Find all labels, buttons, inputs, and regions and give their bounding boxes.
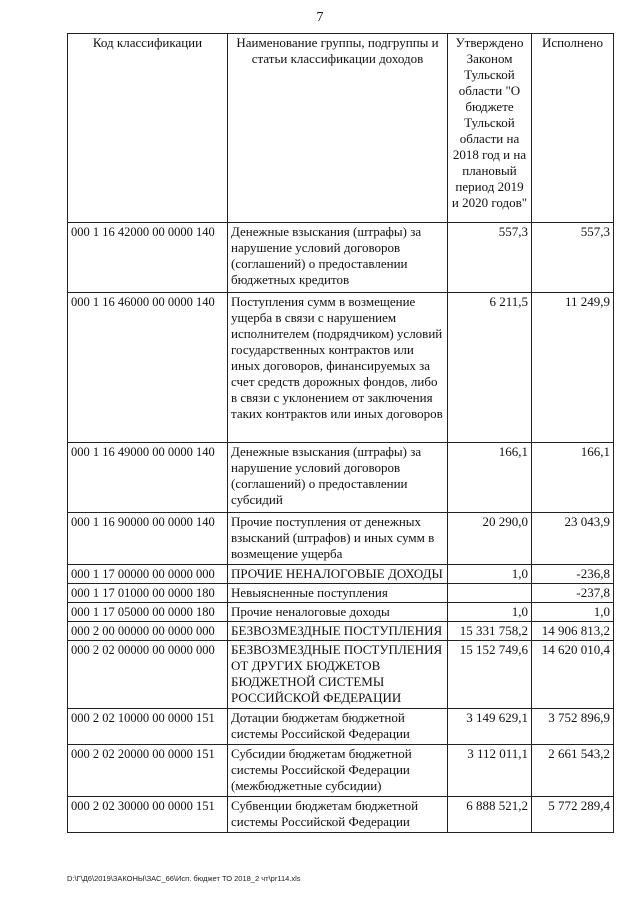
table-row [68, 641, 614, 709]
row-name: Поступления сумм в возмещение ущерба в связи с нарушением исполнителем (подрядчиком) условий государственных контрактов или иных договоров, финансируемых за счет средств дорожных фондов, либо в связи с уклонением от заключения таких контрактов или иных договоров [228, 293, 448, 443]
header-approved: Утверждено Законом Тульской области "О бюджете Тульской области на 2018 год и на плановый период 2019 и 2020 годов" [448, 34, 532, 223]
header-name: Наименование группы, подгруппы и статьи классификации доходов [228, 34, 448, 223]
row-executed: 557,3 [532, 223, 614, 293]
budget-table [67, 33, 614, 833]
row-approved: 1,0 [448, 565, 532, 584]
row-code: 000 1 16 42000 00 0000 140 [68, 223, 228, 293]
row-name: Дотации бюджетам бюджетной системы Российской Федерации [228, 709, 448, 745]
row-code: 000 2 00 00000 00 0000 000 [68, 622, 228, 641]
page-number: 7 [316, 10, 324, 25]
row-approved: 15 331 758,2 [448, 622, 532, 641]
table-row [68, 584, 614, 603]
row-name: Невыясненные поступления [228, 584, 448, 603]
row-code: 000 1 17 00000 00 0000 000 [68, 565, 228, 584]
row-name: Субвенции бюджетам бюджетной системы Российской Федерации [228, 797, 448, 833]
row-code: 000 2 02 00000 00 0000 000 [68, 641, 228, 709]
row-approved: 557,3 [448, 223, 532, 293]
table-row [68, 513, 614, 565]
table-row [68, 565, 614, 584]
row-approved: 166,1 [448, 443, 532, 513]
row-executed: -237,8 [532, 584, 614, 603]
header-code: Код классификации [68, 34, 228, 223]
row-approved: 6 888 521,2 [448, 797, 532, 833]
row-name: Денежные взыскания (штрафы) за нарушение условий договоров (соглашений) о предоставлении субсидий [228, 443, 448, 513]
row-approved: 3 112 011,1 [448, 745, 532, 797]
row-executed: 14 906 813,2 [532, 622, 614, 641]
row-code: 000 2 02 10000 00 0000 151 [68, 709, 228, 745]
file-path-footer: D:\Г\Д6\2019\ЗАКОНЫ\ЗАС_66\Исп. бюджет ТО 2018_2 чт\pr114.xls [67, 874, 301, 883]
row-name: Денежные взыскания (штрафы) за нарушение условий договоров (соглашений) о предоставлении бюджетных кредитов [228, 223, 448, 293]
table-row [68, 293, 614, 443]
row-executed: 14 620 010,4 [532, 641, 614, 709]
row-code: 000 1 16 90000 00 0000 140 [68, 513, 228, 565]
row-name: ПРОЧИЕ НЕНАЛОГОВЫЕ ДОХОДЫ [228, 565, 448, 584]
row-code: 000 1 17 01000 00 0000 180 [68, 584, 228, 603]
row-code: 000 2 02 30000 00 0000 151 [68, 797, 228, 833]
table-row [68, 622, 614, 641]
row-approved: 1,0 [448, 603, 532, 622]
row-executed: 2 661 543,2 [532, 745, 614, 797]
row-code: 000 1 16 49000 00 0000 140 [68, 443, 228, 513]
row-executed: 1,0 [532, 603, 614, 622]
row-name: Прочие неналоговые доходы [228, 603, 448, 622]
row-executed: 5 772 289,4 [532, 797, 614, 833]
table-row [68, 797, 614, 833]
table-header-row [68, 34, 614, 223]
table-row [68, 709, 614, 745]
row-code: 000 1 17 05000 00 0000 180 [68, 603, 228, 622]
header-executed: Исполнено [532, 34, 614, 223]
row-approved [448, 584, 532, 603]
row-name: Субсидии бюджетам бюджетной системы Российской Федерации (межбюджетные субсидии) [228, 745, 448, 797]
row-approved: 6 211,5 [448, 293, 532, 443]
table-row [68, 443, 614, 513]
row-executed: 11 249,9 [532, 293, 614, 443]
row-executed: 3 752 896,9 [532, 709, 614, 745]
row-code: 000 2 02 20000 00 0000 151 [68, 745, 228, 797]
row-executed: -236,8 [532, 565, 614, 584]
table-row [68, 603, 614, 622]
row-code: 000 1 16 46000 00 0000 140 [68, 293, 228, 443]
table-row [68, 745, 614, 797]
row-approved: 3 149 629,1 [448, 709, 532, 745]
row-name: Прочие поступления от денежных взысканий (штрафов) и иных сумм в возмещение ущерба [228, 513, 448, 565]
row-name: БЕЗВОЗМЕЗДНЫЕ ПОСТУПЛЕНИЯ [228, 622, 448, 641]
row-approved: 15 152 749,6 [448, 641, 532, 709]
table-row [68, 223, 614, 293]
row-executed: 166,1 [532, 443, 614, 513]
row-approved: 20 290,0 [448, 513, 532, 565]
row-name: БЕЗВОЗМЕЗДНЫЕ ПОСТУПЛЕНИЯ ОТ ДРУГИХ БЮДЖЕТОВ БЮДЖЕТНОЙ СИСТЕМЫ РОССИЙСКОЙ ФЕДЕРАЦИИ [228, 641, 448, 709]
row-executed: 23 043,9 [532, 513, 614, 565]
